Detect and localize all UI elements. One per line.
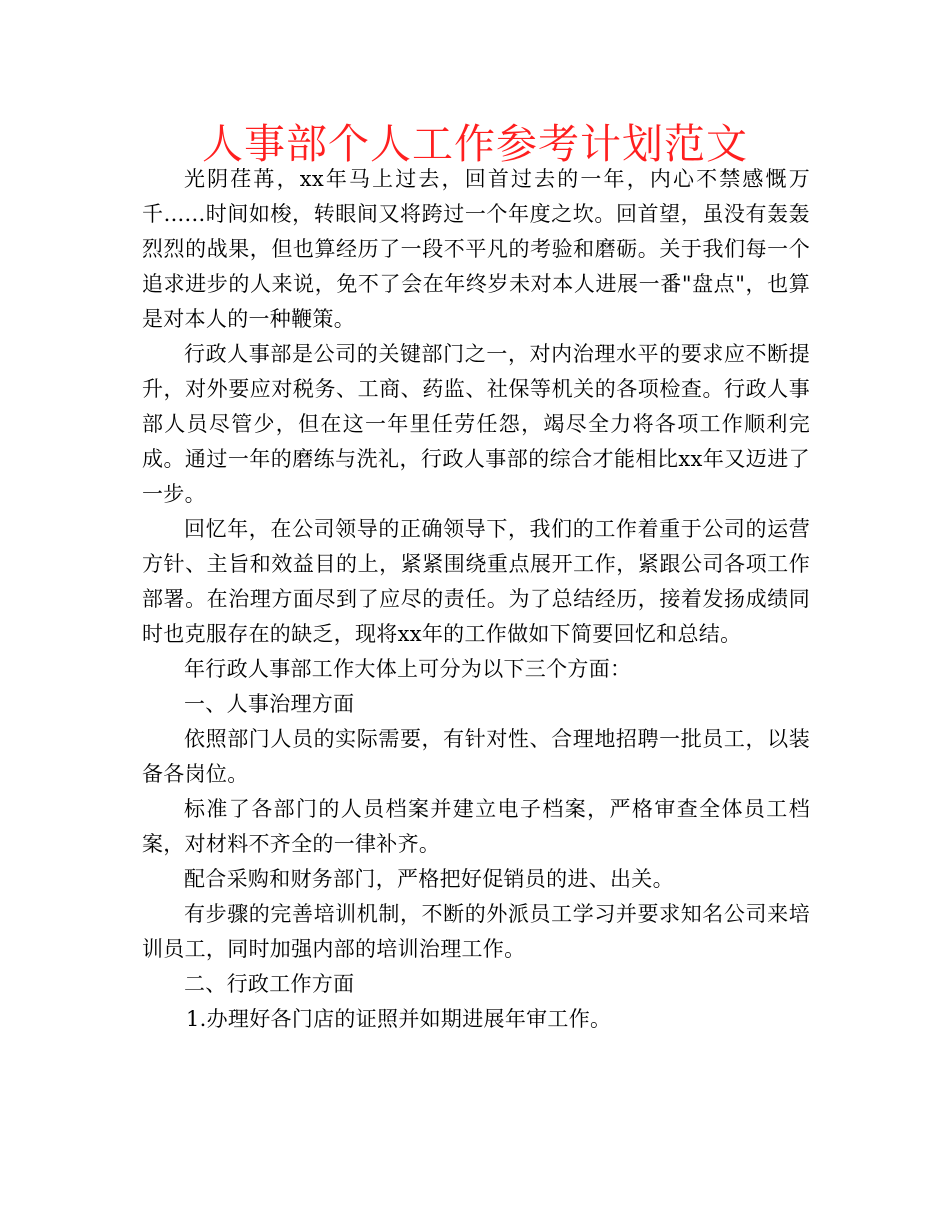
paragraph-department: 行政人事部是公司的关键部门之一，对内治理水平的要求应不断提升，对外要应对税务、工商、药监、社保等机关的各项检查。行政人事部人员尽管少，但在这一年里任劳任怨，竭尽全力将各项工作顺利完成。通过一年的磨练与洗礼，行政人事部的综合才能相比xx年又迈进了一步。 [142, 342, 810, 506]
document-title: 人事部个人工作参考计划范文 [202, 120, 748, 168]
list-item-licenses: 1.办理好各门店的证照并如期进展年审工作。 [186, 1007, 612, 1031]
paragraph-recruitment: 依照部门人员的实际需要，有针对性、合理地招聘一批员工，以装备各岗位。 [142, 727, 810, 786]
paragraph-overview: 年行政人事部工作大体上可分为以下三个方面： [184, 657, 632, 681]
paragraph-purchasing: 配合采购和财务部门，严格把好促销员的进、出关。 [184, 867, 674, 891]
document-body [142, 162, 810, 1037]
paragraph-review: 回忆年，在公司领导的正确领导下，我们的工作着重于公司的运营方针、主旨和效益目的上，紧紧围绕重点展开工作，紧跟公司各项工作部署。在治理方面尽到了应尽的责任。为了总结经历，接着发扬成绩同时也克服存在的缺乏，现将xx年的工作做如下简要回忆和总结。 [142, 517, 810, 646]
paragraph-archives: 标准了各部门的人员档案并建立电子档案，严格审查全体员工档案，对材料不齐全的一律补齐。 [142, 797, 810, 856]
paragraph-training: 有步骤的完善培训机制，不断的外派员工学习并要求知名公司来培训员工，同时加强内部的培训治理工作。 [142, 902, 810, 961]
section-heading-administration: 二、行政工作方面 [184, 972, 355, 996]
section-heading-personnel: 一、人事治理方面 [184, 692, 355, 716]
paragraph-intro: 光阴荏苒，xx年马上过去，回首过去的一年，内心不禁感慨万千......时间如梭，转眼间又将跨过一个年度之坎。回首望，虽没有轰轰烈烈的战果，但也算经历了一段不平凡的考验和磨砺。关于我们每一个追求进步的人来说，免不了会在年终岁未对本人进展一番"盘点"，也算是对本人的一种鞭策。 [142, 167, 810, 331]
